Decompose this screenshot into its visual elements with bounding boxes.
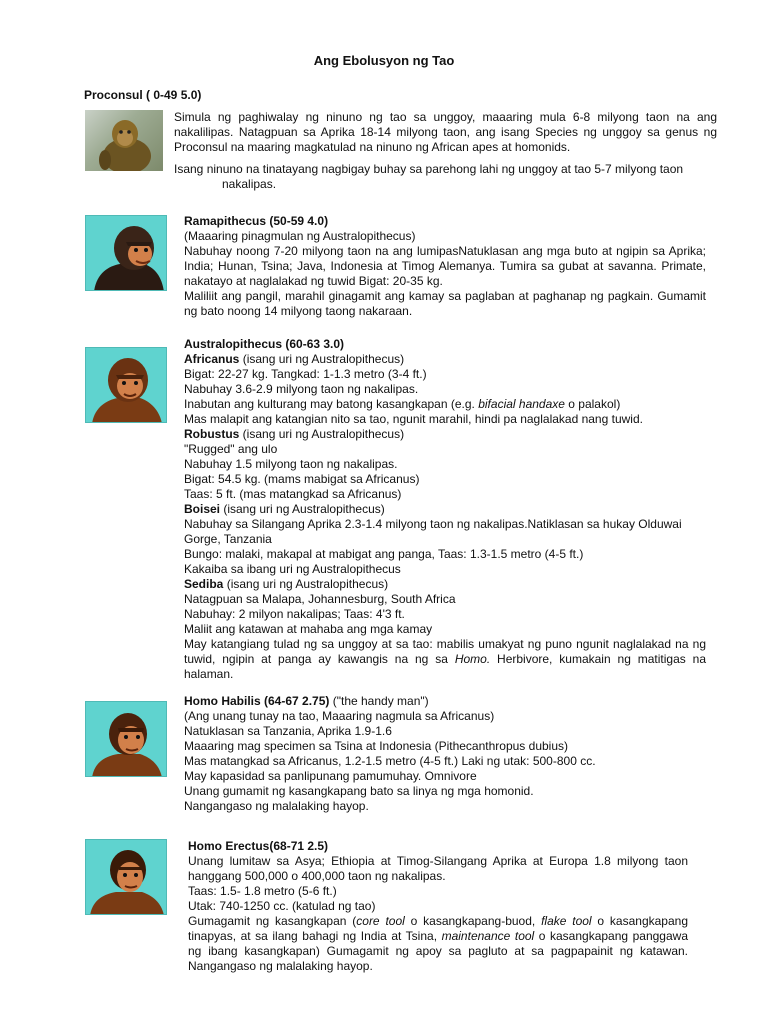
tools-text: o kasangkapang-buod, (404, 914, 542, 928)
robustus-title (184, 427, 706, 442)
ramapithecus-section (184, 214, 706, 319)
ramapithecus-line: Nabuhay noong 7-20 milyong taon na ang lumipasNatuklasan ang mga buto at ngipin sa Aprika; India; Hunan, Tsina; Java, Indonesia at Timog Alemanya. Tumira sa gubat at savanna. Primate, nakatayo at naglalakad ng tuwid Bigat: 20-35 kg. (184, 244, 706, 288)
homo-habilis-icon (85, 701, 167, 777)
boisei-name: Boisei (184, 502, 221, 516)
robustus-line: Nabuhay 1.5 milyong taon ng nakalipas. (184, 457, 398, 471)
proconsul-photo (85, 110, 163, 171)
tools-maintenance: maintenance tool (441, 929, 535, 943)
africanus-line: Bigat: 22-27 kg. Tangkad: 1-1.3 metro (3-4 ft.) (184, 367, 427, 381)
erectus-line: Taas: 1.5- 1.8 metro (5-6 ft.) (188, 884, 337, 898)
erectus-tools-line (188, 914, 688, 974)
sediba-title (184, 577, 706, 592)
tool-post: o palakol) (564, 397, 621, 411)
africanus-line: Mas malapit ang katangian nito sa tao, ngunit marahil, hindi pa naglalakad nang tuwid. (184, 412, 643, 426)
robustus-line: Bigat: 54.5 kg. (mams mabigat sa Africanus) (184, 472, 420, 486)
robustus-line: Taas: 5 ft. (mas matangkad sa Africanus) (184, 487, 402, 501)
homo-erectus-section (188, 839, 688, 974)
australopithecus-section (184, 337, 706, 682)
boisei-note: (isang uri ng Australopithecus) (220, 502, 385, 516)
proconsul-note-line1: Isang ninuno na tinatayang nagbigay buhay sa parehong lahi ng unggoy at tao 5-7 milyong taon (174, 162, 684, 176)
ramapithecus-line: (Maaaring pinagmulan ng Australopithecus) (184, 229, 416, 243)
tool-italic: bifacial handaxe (478, 397, 565, 411)
proconsul-note (174, 162, 717, 192)
proconsul-heading: Proconsul ( 0-49 5.0) (84, 88, 202, 102)
habilis-line: Natuklasan sa Tanzania, Aprika 1.9-1.6 (184, 724, 392, 738)
robustus-line: "Rugged" ang ulo (184, 442, 278, 456)
homo-habilis-section (184, 694, 706, 814)
sediba-last-post: Herbivore, kumakain ng matitigas na halaman. (184, 652, 707, 681)
boisei-line: Kakaiba sa ibang uri ng Australopithecus (184, 562, 401, 576)
habilis-line: Nangangaso ng malalaking hayop. (184, 799, 369, 813)
sediba-last-line (184, 637, 706, 682)
sediba-note: (isang uri ng Australopithecus) (223, 577, 389, 591)
tools-text: o kasangkapang tinapyas, at sa ilang bahagi ng India at Tsina, (188, 914, 688, 943)
page-title: Ang Ebolusyon ng Tao (313, 53, 455, 68)
tools-text: Gumagamit ng kasangkapan ( (188, 914, 357, 928)
tools-core: core tool (356, 914, 405, 928)
homo-erectus-icon (85, 839, 167, 915)
africanus-note: (isang uri ng Australopithecus) (239, 352, 405, 366)
habilis-title (184, 694, 706, 709)
boisei-title (184, 502, 706, 517)
ramapithecus-heading: Ramapithecus (50-59 4.0) (184, 214, 329, 228)
australopithecus-heading: Australopithecus (60-63 3.0) (184, 337, 345, 351)
tool-pre: Inabutan ang kulturang may batong kasangkapan (e.g. (184, 397, 479, 411)
australopithecus-icon (85, 347, 167, 423)
sediba-last-pre: May katangiang tulad ng sa unggoy at sa tao: mabilis umakyat ng puno ngunit naglalakad na ng tuwid, ngipin at panga ay kawangis na ng sa (184, 637, 706, 666)
proconsul-description: Simula ng paghiwalay ng ninuno ng tao sa unggoy, maaaring mula 6-8 milyong taon na ang nakalilipas. Natagpuan sa Aprika 18-14 milyong taon, ang isang Species ng unggoy sa genus ng Proconsul na maaring magkatulad na ninuno ng African apes at homonids. (174, 110, 717, 154)
tools-flake: flake tool (541, 914, 592, 928)
sediba-last-italic: Homo. (454, 652, 491, 666)
ramapithecus-line: Maliliit ang pangil, marahil ginagamit ang kamay sa paglaban at paghanap ng pagkain. Gumamit ng bato noong 14 milyong taong nakaraan. (184, 289, 706, 318)
habilis-line: (Ang unang tunay na tao, Maaaring nagmula sa Africanus) (184, 709, 495, 723)
habilis-heading-note: ("the handy man") (329, 694, 429, 708)
ramapithecus-icon (85, 215, 167, 291)
proconsul-note-line2: nakalipas. (222, 177, 277, 191)
sediba-line: Maliit ang katawan at mahaba ang mga kamay (184, 622, 433, 636)
africanus-name: Africanus (184, 352, 240, 366)
robustus-name: Robustus (184, 427, 240, 441)
boisei-line: Bungo: malaki, makapal at mabigat ang panga, Taas: 1.3-1.5 metro (4-5 ft.) (184, 547, 584, 561)
boisei-line: Nabuhay sa Silangang Aprika 2.3-1.4 milyong taon ng nakalipas.Natiklasan sa hukay Olduwai Gorge, Tanzania (184, 517, 682, 546)
sediba-name: Sediba (184, 577, 224, 591)
erectus-heading: Homo Erectus(68-71 2.5) (188, 839, 329, 853)
robustus-note: (isang uri ng Australopithecus) (239, 427, 405, 441)
erectus-line: Utak: 740-1250 cc. (katulad ng tao) (188, 899, 376, 913)
erectus-line: Unang lumitaw sa Asya; Ethiopia at Timog-Silangang Aprika at Europa 1.8 milyong taon hanggang 500,000 o 400,000 taon ng nakalipas. (188, 854, 688, 883)
habilis-line: Unang gumamit ng kasangkapang bato sa linya ng mga homonid. (184, 784, 534, 798)
habilis-line: May kapasidad sa panlipunang pamumuhay. Omnivore (184, 769, 477, 783)
habilis-line: Mas matangkad sa Africanus, 1.2-1.5 metro (4-5 ft.) Laki ng utak: 500-800 cc. (184, 754, 596, 768)
habilis-heading: Homo Habilis (64-67 2.75) (184, 694, 330, 708)
sediba-line: Natagpuan sa Malapa, Johannesburg, South Africa (184, 592, 456, 606)
tools-text: o kasangkapang panggawa ng ibang kasangkapan) Gumagamit ng apoy sa pagluto at sa pagpapainit ng katawan. Nangangaso ng malalaking hayop. (188, 929, 688, 973)
africanus-line: Nabuhay 3.6-2.9 milyong taon ng nakalipas. (184, 382, 419, 396)
africanus-title (184, 352, 706, 367)
habilis-line: Maaaring mag specimen sa Tsina at Indonesia (Pithecanthropus dubius) (184, 739, 568, 753)
sediba-line: Nabuhay: 2 milyon nakalipas; Taas: 4'3 ft. (184, 607, 405, 621)
africanus-tool-line (184, 397, 706, 412)
